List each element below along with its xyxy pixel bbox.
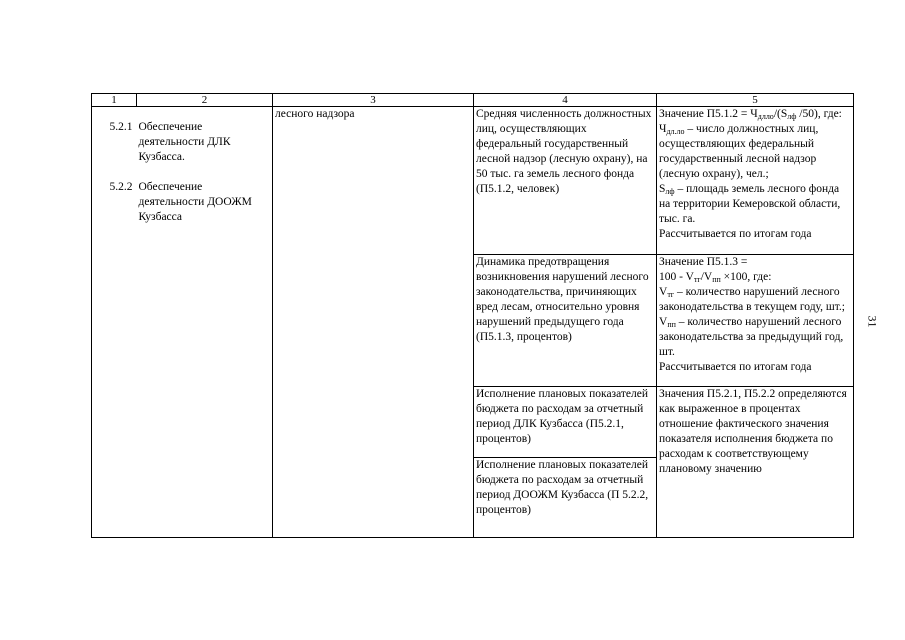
formula-cell: [657, 107, 854, 255]
col3-cell: [273, 107, 474, 538]
item-number: 5.2.1: [109, 121, 133, 133]
formula-note: Рассчитывается по итогам года: [659, 228, 812, 240]
indicator-cell: [474, 387, 657, 458]
formula-definition: $V_{пп}$ – количество нарушений лесного законодательства за предыдущий год, шт.: [659, 316, 844, 358]
page-number: 31: [865, 315, 880, 328]
table-row: [92, 107, 854, 255]
header-col-1: 1: [92, 94, 137, 107]
formula-line: $100 - V_{тг}/V_{пп} \times 100$, где:: [659, 271, 772, 284]
indicator-cell: [474, 255, 657, 387]
col3-text: лесного надзора: [275, 108, 355, 120]
indicator-text: Исполнение плановых показателей бюджета по расходам за отчетный период ДООЖМ Кузбасса (П 5.2.2, процентов): [476, 459, 649, 516]
formula-definition: $V_{тг}$ – количество нарушений лесного законодательства в текущем году, шт.;: [659, 286, 845, 313]
indicator-text: Исполнение плановых показателей бюджета по расходам за отчетный период ДЛК Кузбасса (П5.2.1, процентов): [476, 388, 649, 445]
formula-cell: [657, 387, 854, 538]
formula-line: Значение $П5.1.2 = Ч_{длло}/(S_{лф}$ /50), где:: [659, 108, 842, 121]
header-col-3: 3: [273, 94, 474, 107]
item-name: Обеспечение деятельности ДООЖМ Кузбасса: [138, 181, 252, 223]
indicator-text: Динамика предотвращения возникновения нарушений лесного законодательства, причиняющих вред лесам, относительно уровня нарушений предыдущего года (П5.1.3, процентов): [476, 256, 649, 343]
formula-definition: $Ч_{дл.ло}$ – число должностных лиц, осуществляющих федеральный государственный лесной надзор (лесную охрану), чел.;: [659, 123, 819, 180]
item-name: Обеспечение деятельности ДЛК Кузбасса.: [138, 121, 231, 163]
indicators-table: [91, 93, 854, 538]
formula-text: Значения П5.2.1, П5.2.2 определяются как выраженное в процентах отношение фактического значения показателя исполнения бюджета по расходам к соответствующему плановому значению: [659, 388, 847, 475]
indicator-cell: [474, 107, 657, 255]
indicator-cell: [474, 458, 657, 538]
formula-line: Значение П5.1.3 =: [659, 256, 748, 268]
formula-cell: [657, 255, 854, 387]
indicator-text: Средняя численность должностных лиц, осуществляющих федеральный государственный лесной надзор (лесную охрану), на 50 тыс. га земель лесного фонда (П5.1.2, человек): [476, 108, 652, 195]
header-col-4: 4: [474, 94, 657, 107]
item-numbers-cell: [92, 107, 137, 538]
header-row: [92, 94, 854, 107]
item-number: 5.2.2: [109, 181, 133, 193]
formula-definition: $S_{лф}$ – площадь земель лесного фонда на территории Кемеровской области, тыс. га.: [659, 183, 841, 225]
header-col-5: 5: [657, 94, 854, 107]
header-col-2: 2: [137, 94, 273, 107]
item-names-cell: [137, 107, 273, 538]
formula-note: Рассчитывается по итогам года: [659, 361, 812, 373]
